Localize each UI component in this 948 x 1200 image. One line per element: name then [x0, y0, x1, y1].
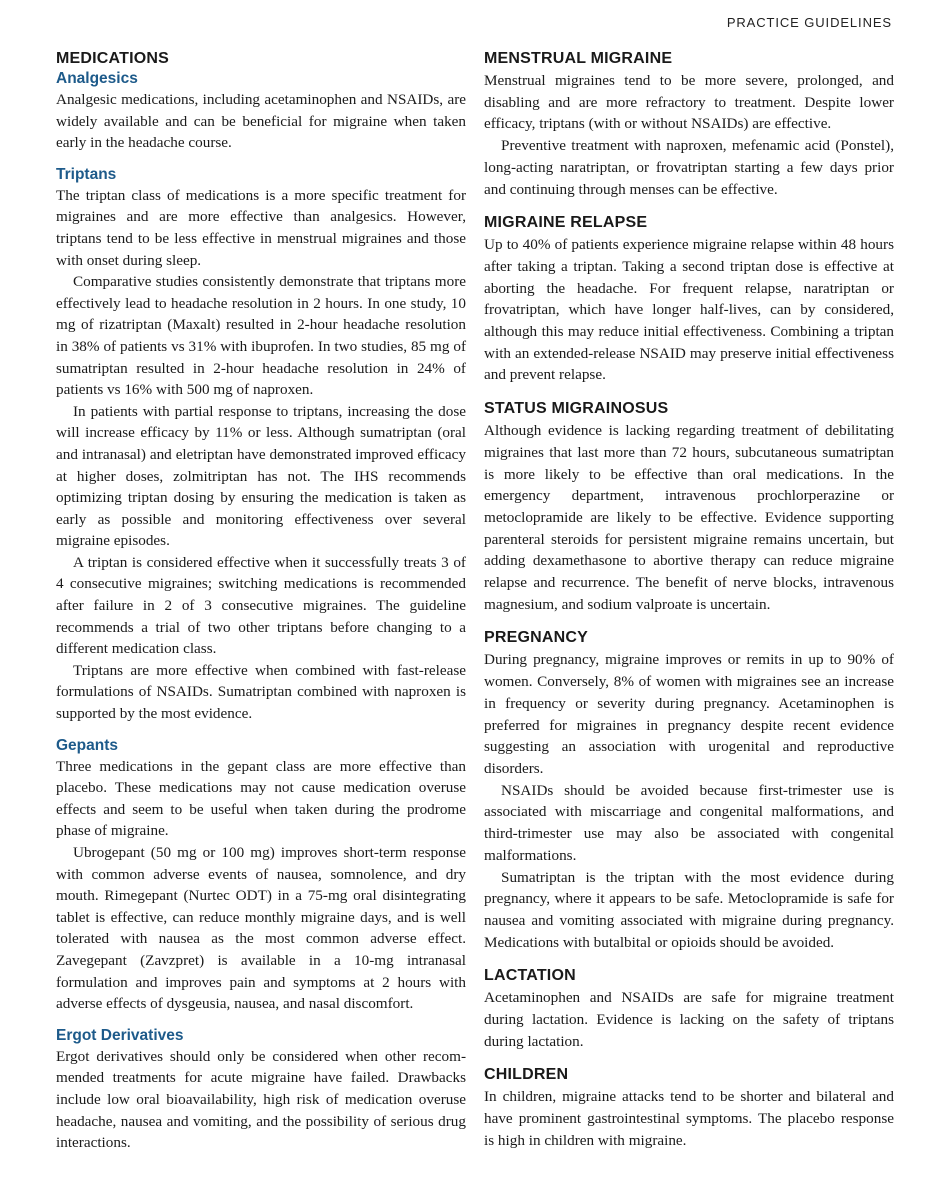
subheading-gepants: Gepants	[56, 736, 119, 754]
paragraph: Comparative studies consistently demonstrate that triptans more effectively lead to headache resolution in 2 hours. In one study, 10 mg of rizatriptan (Maxalt) resulted in 2-hour headache resolution in 38% of patients vs 31% with ibuprofen. In two studies, 85 mg of sumatriptan resulted in 2-hour headache resolution in 24% of patients vs 16% with 500 mg of naproxen.	[56, 273, 466, 399]
paragraph: Up to 40% of patients experience migraine relapse within 48 hours after taking a triptan. Taking a second triptan dose is effective at aborting the headache. For frequent relapse, naratriptan or frovatriptan, which have longer half-lives, can by considered, although this may reduce initial effectiveness. Combining a triptan with an extended-release NSAID may preserve initial effectiveness and prevent relapse.	[484, 236, 894, 384]
section-heading-status-migrainosus: STATUS MIGRAINOSUS	[484, 400, 669, 418]
section-heading-menstrual-migraine: MENSTRUAL MIGRAINE	[484, 50, 673, 67]
section-heading-children: CHILDREN	[484, 1066, 569, 1084]
paragraph: Acetaminophen and NSAIDs are safe for migraine treatment during lactation. Evidence is lacking on the safety of triptans during lactation.	[484, 989, 894, 1050]
paragraph: NSAIDs should be avoided because first-trimester use is associated with miscarriage and congenital malformations, and third-trimester use may also be associated with congenital malformations.	[484, 781, 894, 864]
subheading-analgesics: Analgesics	[56, 70, 138, 87]
paragraph: A triptan is considered effective when it successfully treats 3 of 4 consecutive migraines; switching medications is recommended after failure in 2 of 3 consecutive migraines. The guideline recommends a trial of two other triptans before changing to a different medication class.	[56, 553, 466, 658]
paragraph: Preventive treatment with naproxen, mefenamic acid (Ponstel), long-acting naratriptan, or frovatriptan starting a few days prior and continuing through menses can be effective.	[484, 137, 894, 198]
subheading-triptans: Triptans	[56, 165, 117, 183]
section-heading-lactation: LACTATION	[484, 967, 576, 985]
right-column	[484, 48, 894, 1152]
left-column	[56, 48, 466, 1154]
paragraph: Although evidence is lacking regarding treatment of debilitating migraines that last more than 72 hours, subcutaneous sumatriptan is more likely to be effective than oral medications. In the emergency department, intravenous prochlorperazine or metoclopramide are likely to be effective. Evidence supporting parenteral steroids for persistent migraine remains uncertain, but adding dexamethasone to abortive therapy can reduce migraine relapse and recurrence. The benefit of nerve blocks, intravenous magnesium, and sodium valproate is uncertain.	[484, 422, 894, 613]
paragraph: Analgesic medications, including acetaminophen and NSAIDs, are widely available and can be beneficial for migraine when taken early in the headache course.	[56, 91, 466, 152]
paragraph: In children, migraine attacks tend to be shorter and bilateral and have prominent gastrointestinal symptoms. The placebo response is high in children with migraine.	[484, 1088, 894, 1149]
paragraph: Three medications in the gepant class are more effective than placebo. These medications may not cause medication overuse effects and seem to be useful when taken during the prodrome phase of migraine.	[56, 757, 466, 840]
paragraph: During pregnancy, migraine improves or remits in up to 90% of women. Conversely, 8% of women with migraines see an increase in frequency or severity during pregnancy. Acetaminophen is preferred for migraines in pregnancy despite recent evidence suggesting an association with urogenital and reproductive disorders.	[484, 651, 894, 777]
subheading-ergot-derivatives: Ergot Derivatives	[56, 1026, 184, 1044]
paragraph: Sumatriptan is the triptan with the most evidence during pregnancy, where it appears to be safe. Metoclopramide is safe for nausea and vomiting associated with migraine during pregnancy. Medications with butalbital or opioids should be avoided.	[484, 868, 894, 951]
section-heading-medications: MEDICATIONS	[56, 50, 170, 67]
paragraph: Ubrogepant (50 mg or 100 mg) improves short-term response with common adverse events of nausea, somnolence, and dry mouth. Rimegepant (Nurtec ODT) in a 75-mg oral disintegrating tablet is effective, can reduce monthly migraine days, and is well tolerated with nausea as the most common adverse effect. Zavegepant (Zavzpret) is available in a 10-mg intranasal formulation and improves pain and symptoms at 2 hours with adverse effects of dysgeusia, nausea, and nasal discomfort.	[56, 844, 466, 1013]
paragraph: In patients with partial response to triptans, increasing the dose will increase efficacy by 11% or less. Although sumatriptan (oral and intranasal) and eletriptan have demonstrated improved efficacy at higher doses, zolmitriptan has not. The IHS recommends optimizing triptan dosing by ensuring the medication is taken as early as possible and monitoring effectiveness over several migraine episodes.	[56, 402, 466, 550]
section-heading-pregnancy: PREGNANCY	[484, 629, 589, 647]
running-head: PRACTICE GUIDELINES	[726, 15, 892, 30]
paragraph: Triptans are more effective when combined with fast-release formulations of NSAIDs. Sumatriptan combined with naproxen is supported by the most evidence.	[56, 661, 466, 723]
paragraph: Ergot derivatives should only be considered when other recommended treatments for acute migraine have failed. Drawbacks include low oral bioavailability, high risk of medication overuse headache, nausea and vomiting, and the possibility of serious drug interactions.	[56, 1047, 466, 1152]
paragraph: Menstrual migraines tend to be more severe, prolonged, and disabling and are more refractory to treatment. Despite lower efficacy, triptans (with or without NSAIDs) are effective.	[484, 72, 894, 133]
section-heading-migraine-relapse: MIGRAINE RELAPSE	[484, 214, 648, 232]
paragraph: The triptan class of medications is a more specific treatment for migraines and are more effective than analgesics. However, triptans tend to be less effective in menstrual migraines and those with onset during sleep.	[56, 186, 466, 269]
